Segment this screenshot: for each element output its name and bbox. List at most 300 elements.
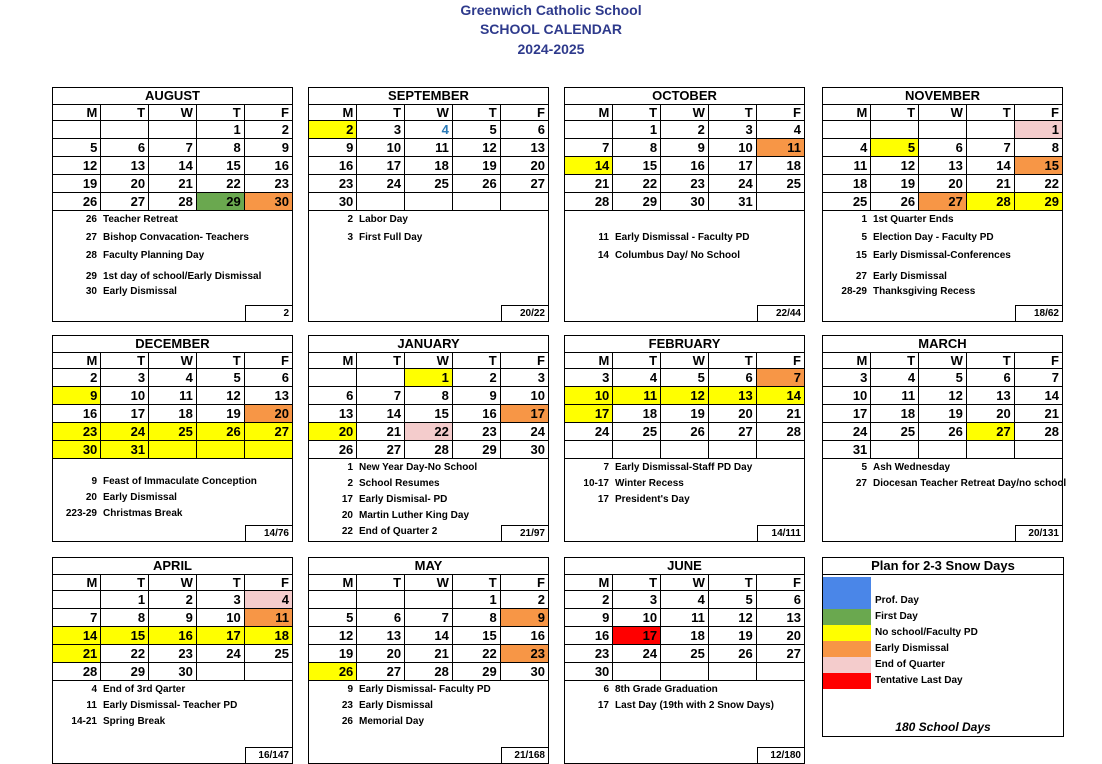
- month-name: JUNE: [565, 558, 804, 575]
- day-cell: 21: [756, 405, 804, 423]
- legend-swatch: [823, 641, 871, 657]
- legend-item: [823, 609, 1063, 625]
- note-text: Labor Day: [359, 214, 408, 225]
- day-cell: 10: [196, 609, 244, 627]
- day-cell: 7: [1014, 369, 1062, 387]
- day-cell: 25: [823, 193, 871, 211]
- day-cell: 4: [613, 369, 661, 387]
- weekday-header: T: [613, 575, 661, 591]
- note-date: 223-29: [65, 508, 97, 519]
- day-cell: 21: [966, 175, 1014, 193]
- note-text: Early Dismissal - Faculty PD: [615, 232, 750, 243]
- day-cell: 5: [196, 369, 244, 387]
- day-cell: 22: [196, 175, 244, 193]
- month-notes: [53, 459, 292, 541]
- weekday-header: T: [196, 575, 244, 591]
- day-cell: 16: [452, 405, 500, 423]
- month-name: OCTOBER: [565, 88, 804, 105]
- day-cell: 3: [708, 121, 756, 139]
- day-cell: 29: [1014, 193, 1062, 211]
- note-date: 27: [85, 232, 97, 243]
- day-cell: 21: [1014, 405, 1062, 423]
- month-name: APRIL: [53, 558, 292, 575]
- day-cell: 28: [405, 441, 453, 459]
- day-cell: 3: [500, 369, 548, 387]
- day-cell: [565, 121, 613, 139]
- month-november: [822, 87, 1063, 322]
- note-date: 28: [85, 250, 97, 261]
- day-cell: 26: [919, 423, 967, 441]
- day-cell: 2: [53, 369, 101, 387]
- day-cell: 16: [661, 157, 709, 175]
- legend-item: [823, 625, 1063, 641]
- day-cell: 15: [613, 157, 661, 175]
- day-cell: [966, 441, 1014, 459]
- note-date: 11: [86, 700, 97, 711]
- day-cell: 10: [357, 139, 405, 157]
- day-cell: [196, 663, 244, 681]
- month-days-grid: [309, 105, 548, 211]
- day-cell: 2: [244, 121, 292, 139]
- day-cell: 27: [101, 193, 149, 211]
- note-date: 7: [603, 462, 609, 473]
- day-cell: 21: [357, 423, 405, 441]
- day-cell: [101, 121, 149, 139]
- note-date: 14-21: [71, 716, 97, 727]
- day-cell: 6: [309, 387, 357, 405]
- day-cell: 7: [357, 387, 405, 405]
- day-cell: 12: [708, 609, 756, 627]
- day-cell: 9: [452, 387, 500, 405]
- weekday-header: M: [309, 353, 357, 369]
- weekday-header: T: [101, 105, 149, 121]
- weekday-header: M: [53, 353, 101, 369]
- legend-item: [823, 641, 1063, 657]
- day-cell: [756, 193, 804, 211]
- note-item: [309, 510, 469, 522]
- day-cell: 30: [565, 663, 613, 681]
- weekday-header: W: [405, 105, 453, 121]
- note-text: Teacher Retreat: [103, 214, 178, 225]
- day-cell: 5: [53, 139, 101, 157]
- note-item: [309, 214, 408, 226]
- day-cell: 23: [565, 645, 613, 663]
- day-cell: 13: [309, 405, 357, 423]
- note-item: [53, 684, 185, 696]
- note-item: [823, 478, 1066, 490]
- day-cell: [500, 193, 548, 211]
- day-cell: 10: [708, 139, 756, 157]
- note-date: 9: [347, 684, 353, 695]
- note-item: [823, 232, 994, 244]
- day-cell: [613, 663, 661, 681]
- month-name: NOVEMBER: [823, 88, 1062, 105]
- note-text: Feast of Immaculate Conception: [103, 476, 257, 487]
- weekday-header: F: [244, 105, 292, 121]
- note-text: 1st day of school/Early Dismissal: [103, 271, 262, 282]
- day-cell: 25: [661, 645, 709, 663]
- legend-title: Plan for 2-3 Snow Days: [823, 558, 1063, 575]
- day-cell: [661, 441, 709, 459]
- note-date: 17: [341, 494, 353, 505]
- day-cell: 1: [452, 591, 500, 609]
- note-text: President's Day: [615, 494, 690, 505]
- day-cell: [565, 441, 613, 459]
- day-cell: [405, 591, 453, 609]
- legend-footer: 180 School Days: [895, 720, 991, 734]
- note-date: 4: [91, 684, 97, 695]
- legend-label: Early Dismissal: [875, 643, 949, 654]
- day-cell: 2: [452, 369, 500, 387]
- day-cell: [149, 121, 197, 139]
- day-cell: 6: [357, 609, 405, 627]
- month-notes: [309, 459, 548, 541]
- day-cell: [871, 121, 919, 139]
- note-text: 8th Grade Graduation: [615, 684, 718, 695]
- note-date: 10-17: [583, 478, 609, 489]
- day-cell: 27: [500, 175, 548, 193]
- legend-swatch: [823, 625, 871, 641]
- month-december: [52, 335, 293, 542]
- day-cell: [871, 441, 919, 459]
- day-cell: 10: [500, 387, 548, 405]
- day-cell: 25: [871, 423, 919, 441]
- day-cell: 20: [309, 423, 357, 441]
- day-cell: 1: [613, 121, 661, 139]
- day-cell: [149, 441, 197, 459]
- day-cell: 7: [966, 139, 1014, 157]
- day-cell: 20: [101, 175, 149, 193]
- note-text: Early Dismissal: [359, 700, 433, 711]
- day-cell: 10: [101, 387, 149, 405]
- day-cell: 2: [309, 121, 357, 139]
- day-cell: 7: [149, 139, 197, 157]
- day-cell: 27: [357, 663, 405, 681]
- note-date: 26: [341, 716, 353, 727]
- note-text: Early Dismissal- Faculty PD: [359, 684, 491, 695]
- month-september: [308, 87, 549, 322]
- weekday-header: T: [708, 575, 756, 591]
- day-cell: [309, 591, 357, 609]
- weekday-header: F: [756, 353, 804, 369]
- weekday-header: M: [309, 105, 357, 121]
- day-cell: 16: [309, 157, 357, 175]
- month-name: MARCH: [823, 336, 1062, 353]
- day-cell: 26: [708, 645, 756, 663]
- note-date: 30: [85, 286, 97, 297]
- day-cell: 12: [871, 157, 919, 175]
- day-cell: 29: [613, 193, 661, 211]
- weekday-header: T: [871, 105, 919, 121]
- day-cell: 23: [309, 175, 357, 193]
- day-cell: 28: [405, 663, 453, 681]
- day-cell: 15: [405, 405, 453, 423]
- note-item: [823, 462, 950, 474]
- month-march: [822, 335, 1067, 542]
- note-text: End of Quarter 2: [359, 526, 438, 537]
- day-cell: 24: [823, 423, 871, 441]
- weekday-header: F: [244, 575, 292, 591]
- note-text: Spring Break: [103, 716, 166, 727]
- weekday-header: M: [823, 105, 871, 121]
- day-cell: 24: [196, 645, 244, 663]
- day-cell: 9: [565, 609, 613, 627]
- day-cell: 30: [500, 663, 548, 681]
- day-cell: 29: [452, 441, 500, 459]
- weekday-header: M: [53, 105, 101, 121]
- day-cell: 13: [919, 157, 967, 175]
- day-cell: 18: [823, 175, 871, 193]
- day-tally: 2: [245, 305, 292, 321]
- day-cell: 14: [405, 627, 453, 645]
- day-cell: 8: [1014, 139, 1062, 157]
- note-text: Martin Luther King Day: [359, 510, 470, 521]
- month-january: [308, 335, 549, 542]
- weekday-header: W: [661, 105, 709, 121]
- day-cell: 17: [357, 157, 405, 175]
- day-cell: 5: [309, 609, 357, 627]
- day-cell: 11: [149, 387, 197, 405]
- note-item: [565, 494, 690, 506]
- day-cell: 4: [823, 139, 871, 157]
- month-may: [308, 557, 549, 764]
- day-cell: 19: [53, 175, 101, 193]
- note-item: [53, 508, 182, 520]
- day-cell: 14: [53, 627, 101, 645]
- note-item: [309, 494, 447, 506]
- day-cell: [919, 441, 967, 459]
- day-cell: [613, 441, 661, 459]
- day-cell: 13: [101, 157, 149, 175]
- day-cell: 28: [966, 193, 1014, 211]
- note-text: Early Dismissal-Conferences: [873, 250, 1011, 261]
- day-cell: 16: [244, 157, 292, 175]
- day-cell: 8: [613, 139, 661, 157]
- note-date: 5: [861, 232, 867, 243]
- day-cell: 23: [244, 175, 292, 193]
- day-cell: 3: [613, 591, 661, 609]
- note-item: [309, 462, 477, 474]
- day-tally: 12/180: [757, 747, 804, 763]
- note-item: [823, 214, 954, 226]
- day-cell: 4: [661, 591, 709, 609]
- day-cell: 5: [871, 139, 919, 157]
- weekday-header: M: [823, 353, 871, 369]
- note-text: Winter Recess: [615, 478, 684, 489]
- day-cell: [53, 121, 101, 139]
- day-cell: 3: [196, 591, 244, 609]
- day-cell: 3: [565, 369, 613, 387]
- day-cell: 10: [613, 609, 661, 627]
- day-cell: 1: [405, 369, 453, 387]
- day-cell: [357, 369, 405, 387]
- day-cell: 11: [756, 139, 804, 157]
- day-tally: 21/168: [501, 747, 548, 763]
- note-item: [53, 700, 237, 712]
- weekday-header: T: [613, 105, 661, 121]
- school-name: Greenwich Catholic School: [460, 2, 642, 18]
- month-notes: [565, 681, 804, 763]
- day-tally: 16/147: [245, 747, 292, 763]
- day-cell: 19: [919, 405, 967, 423]
- note-item: [53, 476, 257, 488]
- month-notes: [53, 211, 292, 321]
- month-days-grid: [823, 353, 1062, 459]
- note-item: [309, 684, 491, 696]
- day-cell: 30: [53, 441, 101, 459]
- note-item: [565, 700, 774, 712]
- day-cell: 6: [966, 369, 1014, 387]
- weekday-header: W: [149, 575, 197, 591]
- day-cell: 6: [708, 369, 756, 387]
- school-year: 2024-2025: [517, 41, 585, 57]
- day-cell: 1: [196, 121, 244, 139]
- note-text: Last Day (19th with 2 Snow Days): [615, 700, 774, 711]
- note-text: Christmas Break: [103, 508, 183, 519]
- day-cell: 3: [357, 121, 405, 139]
- day-cell: 2: [500, 591, 548, 609]
- day-cell: 30: [309, 193, 357, 211]
- day-tally: 21/97: [501, 525, 548, 541]
- day-cell: 12: [309, 627, 357, 645]
- weekday-header: F: [756, 575, 804, 591]
- day-cell: 24: [500, 423, 548, 441]
- day-cell: 16: [53, 405, 101, 423]
- day-cell: 6: [101, 139, 149, 157]
- weekday-header: T: [452, 353, 500, 369]
- weekday-header: W: [149, 353, 197, 369]
- day-cell: 28: [565, 193, 613, 211]
- day-cell: 17: [500, 405, 548, 423]
- note-item: [53, 286, 177, 298]
- day-cell: 6: [244, 369, 292, 387]
- month-notes: [309, 681, 548, 763]
- weekday-header: M: [565, 353, 613, 369]
- day-cell: 7: [565, 139, 613, 157]
- note-date: 23: [341, 700, 353, 711]
- day-cell: 11: [823, 157, 871, 175]
- day-cell: 8: [452, 609, 500, 627]
- legend-swatch: [823, 657, 871, 673]
- day-cell: 17: [196, 627, 244, 645]
- note-text: Diocesan Teacher Retreat Day/no school: [873, 478, 1067, 489]
- day-cell: 28: [53, 663, 101, 681]
- weekday-header: W: [405, 575, 453, 591]
- day-cell: [53, 591, 101, 609]
- day-cell: 23: [661, 175, 709, 193]
- weekday-header: T: [708, 105, 756, 121]
- day-cell: [708, 663, 756, 681]
- month-april: [52, 557, 293, 764]
- snow-day-legend: [822, 557, 1064, 737]
- day-cell: 9: [53, 387, 101, 405]
- day-cell: 29: [196, 193, 244, 211]
- day-cell: 26: [53, 193, 101, 211]
- month-name: SEPTEMBER: [309, 88, 548, 105]
- day-cell: 12: [661, 387, 709, 405]
- note-date: 9: [91, 476, 97, 487]
- month-notes: [53, 681, 292, 763]
- day-cell: 9: [661, 139, 709, 157]
- weekday-header: W: [405, 353, 453, 369]
- day-cell: 27: [919, 193, 967, 211]
- note-item: [565, 684, 718, 696]
- day-cell: 28: [1014, 423, 1062, 441]
- day-cell: 11: [661, 609, 709, 627]
- day-cell: 14: [565, 157, 613, 175]
- day-cell: 25: [613, 423, 661, 441]
- day-cell: 4: [149, 369, 197, 387]
- day-cell: 9: [500, 609, 548, 627]
- day-cell: 23: [149, 645, 197, 663]
- day-cell: 5: [452, 121, 500, 139]
- day-cell: 6: [919, 139, 967, 157]
- day-cell: 31: [708, 193, 756, 211]
- note-date: 20: [85, 492, 97, 503]
- day-tally: 20/131: [1015, 525, 1062, 541]
- day-cell: 10: [565, 387, 613, 405]
- day-cell: 15: [101, 627, 149, 645]
- day-cell: [357, 591, 405, 609]
- day-cell: 24: [357, 175, 405, 193]
- day-cell: 19: [871, 175, 919, 193]
- day-cell: 13: [500, 139, 548, 157]
- day-cell: 3: [823, 369, 871, 387]
- day-cell: 9: [309, 139, 357, 157]
- note-item: [565, 232, 750, 244]
- weekday-header: M: [53, 575, 101, 591]
- note-date: 2: [347, 478, 353, 489]
- day-cell: 13: [357, 627, 405, 645]
- day-cell: 17: [101, 405, 149, 423]
- day-cell: 30: [661, 193, 709, 211]
- weekday-header: T: [708, 353, 756, 369]
- day-cell: 13: [708, 387, 756, 405]
- day-cell: 11: [405, 139, 453, 157]
- note-date: 29: [85, 271, 97, 282]
- month-august: [52, 87, 293, 322]
- day-cell: 20: [966, 405, 1014, 423]
- day-cell: 13: [756, 609, 804, 627]
- day-cell: 27: [756, 645, 804, 663]
- day-cell: 27: [708, 423, 756, 441]
- day-cell: 30: [500, 441, 548, 459]
- note-date: 3: [347, 232, 353, 243]
- day-cell: 7: [756, 369, 804, 387]
- note-text: Early Dismissal-Staff PD Day: [615, 462, 753, 473]
- weekday-header: T: [966, 105, 1014, 121]
- legend-label: First Day: [875, 611, 918, 622]
- note-text: Bishop Convacation- Teachers: [103, 232, 249, 243]
- note-text: Early Dismisal- PD: [359, 494, 448, 505]
- day-cell: 7: [405, 609, 453, 627]
- note-item: [53, 716, 165, 728]
- month-june: [564, 557, 805, 764]
- weekday-header: W: [661, 575, 709, 591]
- note-item: [309, 478, 440, 490]
- day-cell: 8: [196, 139, 244, 157]
- day-cell: [708, 441, 756, 459]
- day-cell: 16: [565, 627, 613, 645]
- day-cell: 13: [244, 387, 292, 405]
- weekday-header: F: [500, 105, 548, 121]
- weekday-header: T: [196, 105, 244, 121]
- note-date: 2: [347, 214, 353, 225]
- note-text: School Resumes: [359, 478, 440, 489]
- day-cell: 17: [565, 405, 613, 423]
- weekday-header: M: [565, 105, 613, 121]
- day-cell: 11: [871, 387, 919, 405]
